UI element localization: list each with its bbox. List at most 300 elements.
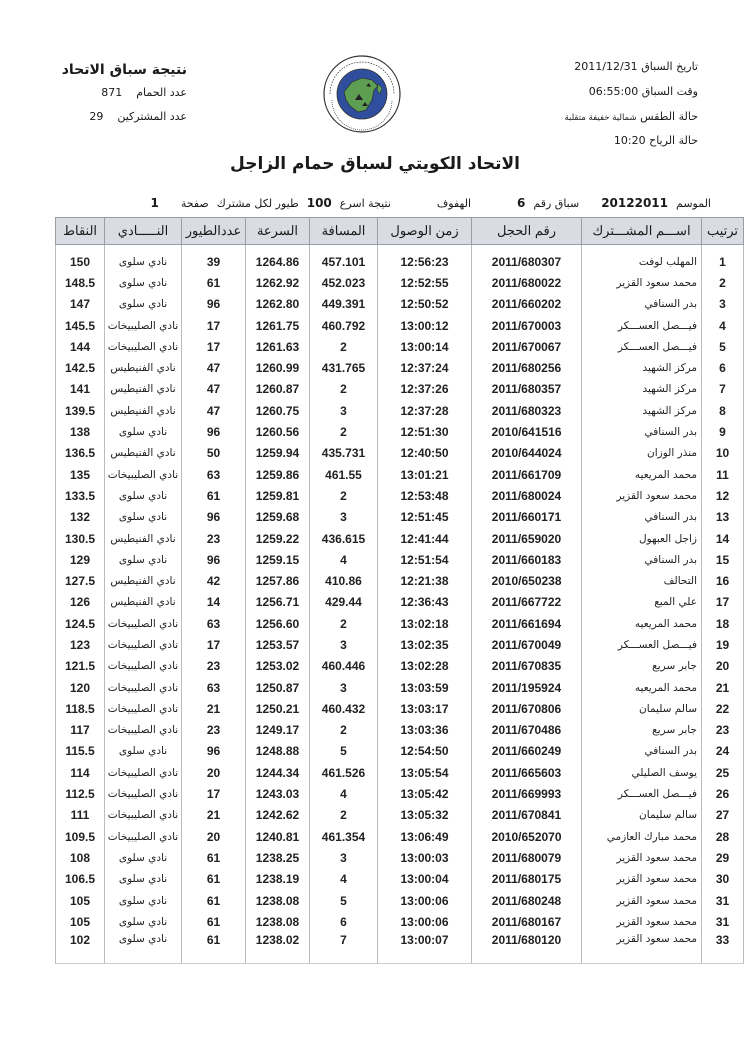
distance-cell: 436.615	[310, 528, 378, 549]
arrival-time-cell: 12:53:48	[378, 485, 472, 506]
rank-cell: 33	[702, 933, 744, 964]
speed-cell: 1250.87	[246, 677, 310, 698]
ring-number-cell: 2011/670003	[472, 315, 582, 336]
rank-cell: 28	[702, 826, 744, 847]
speed-cell: 1256.60	[246, 613, 310, 634]
speed-cell: 1259.81	[246, 485, 310, 506]
rank-cell: 13	[702, 507, 744, 528]
participant-cell: فيـــصل العســـكر	[582, 634, 702, 655]
weather-label: حالة الطقس	[640, 110, 698, 123]
rank-cell: 22	[702, 698, 744, 719]
arrival-time-cell: 12:51:45	[378, 507, 472, 528]
rank-cell: 20	[702, 656, 744, 677]
table-row	[56, 315, 744, 336]
rank-cell: 6	[702, 357, 744, 378]
arrival-time-cell: 13:03:36	[378, 720, 472, 741]
participant-cell: منذر الوزان	[582, 443, 702, 464]
birds-count-cell: 61	[182, 485, 246, 506]
participant-cell: بدر السنافي	[582, 507, 702, 528]
points-cell: 106.5	[56, 869, 105, 890]
distance-cell: 457.101	[310, 245, 378, 273]
birds-count-cell: 21	[182, 698, 246, 719]
distance-cell: 3	[310, 400, 378, 421]
speed-cell: 1261.63	[246, 336, 310, 357]
distance-cell: 460.432	[310, 698, 378, 719]
points-cell: 147	[56, 294, 105, 315]
ring-number-cell: 2011/670067	[472, 336, 582, 357]
distance-cell: 4	[310, 783, 378, 804]
arrival-time-cell: 13:05:32	[378, 805, 472, 826]
points-cell: 123	[56, 634, 105, 655]
birds-count-value: 871	[101, 86, 123, 99]
participant-cell: جابر سريع	[582, 656, 702, 677]
speed-cell: 1262.92	[246, 272, 310, 293]
race-time	[589, 85, 698, 98]
participant-cell: محمد المريعيه	[582, 464, 702, 485]
arrival-time-cell: 13:00:03	[378, 847, 472, 868]
participant-cell: محمد سعود القزير	[582, 847, 702, 868]
points-cell: 142.5	[56, 357, 105, 378]
ring-number-cell: 2011/661709	[472, 464, 582, 485]
club-cell: نادي الصليبيخات	[105, 656, 182, 677]
distance-cell: 452.023	[310, 272, 378, 293]
participant-cell: يوسف الصليلي	[582, 762, 702, 783]
birds-count-cell: 63	[182, 464, 246, 485]
col-header-participant: اســـم المشـــترك	[582, 218, 702, 245]
speed-cell: 1259.15	[246, 549, 310, 570]
participant-cell: بدر السنافي	[582, 741, 702, 762]
fastest-label: نتيجة اسرع	[339, 197, 391, 210]
participant-cell: بدر السنافي	[582, 421, 702, 442]
ring-number-cell: 2011/669993	[472, 783, 582, 804]
rank-cell: 5	[702, 336, 744, 357]
speed-cell: 1259.68	[246, 507, 310, 528]
arrival-time-cell: 13:02:35	[378, 634, 472, 655]
club-cell: نادي سلوى	[105, 911, 182, 932]
distance-cell: 461.526	[310, 762, 378, 783]
arrival-time-cell: 12:50:52	[378, 294, 472, 315]
arrival-time-cell: 13:03:59	[378, 677, 472, 698]
race-location: الهفوف	[436, 197, 472, 210]
weather-status	[565, 110, 699, 123]
participant-cell: محمد سعود القزير	[582, 933, 702, 964]
birds-count-cell: 17	[182, 315, 246, 336]
wind-value: 10:20	[613, 134, 646, 147]
points-cell: 139.5	[56, 400, 105, 421]
club-cell: نادي سلوى	[105, 890, 182, 911]
table-row	[56, 911, 744, 932]
rank-cell: 2	[702, 272, 744, 293]
points-cell: 109.5	[56, 826, 105, 847]
rank-cell: 18	[702, 613, 744, 634]
club-cell: نادي الصليبيخات	[105, 720, 182, 741]
participant-cell: التحالف	[582, 570, 702, 591]
distance-cell: 4	[310, 549, 378, 570]
club-cell: نادي الصليبيخات	[105, 762, 182, 783]
table-row	[56, 933, 744, 964]
points-cell: 118.5	[56, 698, 105, 719]
birds-count-cell: 21	[182, 805, 246, 826]
col-header-distance: المسافة	[310, 218, 378, 245]
rank-cell: 12	[702, 485, 744, 506]
wind-label: حالة الرياح	[649, 134, 698, 147]
distance-cell: 429.44	[310, 592, 378, 613]
rank-cell: 9	[702, 421, 744, 442]
speed-cell: 1260.99	[246, 357, 310, 378]
participant-cell: محمد المريعيه	[582, 613, 702, 634]
points-cell: 130.5	[56, 528, 105, 549]
speed-cell: 1253.57	[246, 634, 310, 655]
table-row	[56, 294, 744, 315]
table-row	[56, 570, 744, 591]
points-cell: 135	[56, 464, 105, 485]
table-row	[56, 400, 744, 421]
arrival-time-cell: 12:54:50	[378, 741, 472, 762]
points-cell: 115.5	[56, 741, 105, 762]
table-row	[56, 826, 744, 847]
ring-number-cell: 2011/661694	[472, 613, 582, 634]
race-number-value: 6	[517, 196, 526, 210]
distance-cell: 4	[310, 869, 378, 890]
club-cell: نادي سلوى	[105, 507, 182, 528]
points-cell: 108	[56, 847, 105, 868]
birds-count-cell: 96	[182, 421, 246, 442]
col-header-rank: ترتيب	[702, 218, 744, 245]
ring-number-cell: 2011/670841	[472, 805, 582, 826]
arrival-time-cell: 13:00:07	[378, 933, 472, 964]
table-row	[56, 592, 744, 613]
speed-cell: 1260.56	[246, 421, 310, 442]
col-header-speed: السرعة	[246, 218, 310, 245]
birds-count-cell: 61	[182, 911, 246, 932]
results-table	[55, 217, 744, 964]
col-header-birds: عددالطيور	[182, 218, 246, 245]
participant-cell: محمد سعود القزير	[582, 272, 702, 293]
rank-cell: 27	[702, 805, 744, 826]
birds-count-cell: 63	[182, 677, 246, 698]
ring-number-cell: 2011/680022	[472, 272, 582, 293]
arrival-time-cell: 12:51:30	[378, 421, 472, 442]
club-cell: نادي الفنيطيس	[105, 570, 182, 591]
rank-cell: 4	[702, 315, 744, 336]
distance-cell: 2	[310, 379, 378, 400]
table-row	[56, 677, 744, 698]
club-cell: نادي سلوى	[105, 741, 182, 762]
arrival-time-cell: 13:02:18	[378, 613, 472, 634]
distance-cell: 460.792	[310, 315, 378, 336]
points-cell: 111	[56, 805, 105, 826]
birds-count-cell: 17	[182, 336, 246, 357]
arrival-time-cell: 13:00:04	[378, 869, 472, 890]
table-row	[56, 357, 744, 378]
birds-count-cell: 23	[182, 656, 246, 677]
distance-cell: 2	[310, 613, 378, 634]
ring-number-cell: 2011/660249	[472, 741, 582, 762]
arrival-time-cell: 12:40:50	[378, 443, 472, 464]
speed-cell: 1243.03	[246, 783, 310, 804]
birds-count	[40, 86, 187, 99]
points-cell: 144	[56, 336, 105, 357]
speed-cell: 1264.86	[246, 245, 310, 273]
points-cell: 105	[56, 911, 105, 932]
club-cell: نادي سلوى	[105, 847, 182, 868]
distance-cell: 6	[310, 911, 378, 932]
speed-cell: 1260.87	[246, 379, 310, 400]
rank-cell: 23	[702, 720, 744, 741]
participant-cell: فيـــصل العســـكر	[582, 315, 702, 336]
speed-cell: 1261.75	[246, 315, 310, 336]
season-label: الموسم	[676, 197, 711, 210]
speed-cell: 1262.80	[246, 294, 310, 315]
ring-number-cell: 2010/641516	[472, 421, 582, 442]
speed-cell: 1253.02	[246, 656, 310, 677]
participant-cell: فيـــصل العســـكر	[582, 336, 702, 357]
season-value: 20122011	[601, 196, 668, 210]
club-cell: نادي سلوى	[105, 485, 182, 506]
club-cell: نادي سلوى	[105, 869, 182, 890]
table-row	[56, 421, 744, 442]
rank-cell: 30	[702, 869, 744, 890]
arrival-time-cell: 12:37:26	[378, 379, 472, 400]
arrival-time-cell: 12:21:38	[378, 570, 472, 591]
distance-cell: 449.391	[310, 294, 378, 315]
birds-count-cell: 17	[182, 783, 246, 804]
table-row	[56, 485, 744, 506]
ring-number-cell: 2011/665603	[472, 762, 582, 783]
birds-count-cell: 61	[182, 847, 246, 868]
participant-cell: محمد مبارك العازمي	[582, 826, 702, 847]
race-date-value: 2011/12/31	[574, 60, 638, 73]
speed-cell: 1240.81	[246, 826, 310, 847]
birds-count-cell: 96	[182, 741, 246, 762]
points-cell: 145.5	[56, 315, 105, 336]
participant-cell: مركز الشهيد	[582, 379, 702, 400]
page-label: صفحة	[180, 197, 209, 210]
birds-count-cell: 96	[182, 294, 246, 315]
arrival-time-cell: 13:00:14	[378, 336, 472, 357]
col-header-ring: رقم الحجل	[472, 218, 582, 245]
club-cell: نادي سلوى	[105, 933, 182, 964]
rank-cell: 15	[702, 549, 744, 570]
result-title: نتيجة سباق الاتحاد	[61, 62, 187, 78]
speed-cell: 1250.21	[246, 698, 310, 719]
distance-cell: 435.731	[310, 443, 378, 464]
rank-cell: 21	[702, 677, 744, 698]
ring-number-cell: 2010/652070	[472, 826, 582, 847]
table-row	[56, 379, 744, 400]
table-row	[56, 443, 744, 464]
club-cell: نادي الفنيطيس	[105, 592, 182, 613]
ring-number-cell: 2011/660171	[472, 507, 582, 528]
table-row	[56, 613, 744, 634]
club-cell: نادي سلوى	[105, 421, 182, 442]
col-header-club: النـــــادي	[105, 218, 182, 245]
wind-status	[614, 134, 698, 147]
club-cell: نادي سلوى	[105, 294, 182, 315]
table-row	[56, 698, 744, 719]
rank-cell: 31	[702, 911, 744, 932]
club-cell: نادي سلوى	[105, 245, 182, 273]
arrival-time-cell: 12:52:55	[378, 272, 472, 293]
birds-count-cell: 61	[182, 933, 246, 964]
ring-number-cell: 2011/680175	[472, 869, 582, 890]
birds-count-cell: 20	[182, 762, 246, 783]
distance-cell: 461.55	[310, 464, 378, 485]
col-header-points: النقاط	[56, 218, 105, 245]
ring-number-cell: 2010/650238	[472, 570, 582, 591]
organization-title: الاتحاد الكويتي لسباق حمام الزاجل	[230, 154, 520, 174]
table-row	[56, 762, 744, 783]
arrival-time-cell: 13:00:06	[378, 890, 472, 911]
birds-count-cell: 20	[182, 826, 246, 847]
birds-count-cell: 39	[182, 245, 246, 273]
birds-count-cell: 63	[182, 613, 246, 634]
participant-cell: زاجل العبهول	[582, 528, 702, 549]
club-cell: نادي سلوى	[105, 549, 182, 570]
speed-cell: 1244.34	[246, 762, 310, 783]
speed-cell: 1249.17	[246, 720, 310, 741]
points-cell: 141	[56, 379, 105, 400]
participant-cell: محمد سعود القزير	[582, 869, 702, 890]
arrival-time-cell: 13:05:42	[378, 783, 472, 804]
participant-cell: بدر السنافي	[582, 294, 702, 315]
arrival-time-cell: 13:05:54	[378, 762, 472, 783]
distance-cell: 3	[310, 677, 378, 698]
ring-number-cell: 2011/680079	[472, 847, 582, 868]
points-cell: 120	[56, 677, 105, 698]
distance-cell: 2	[310, 805, 378, 826]
arrival-time-cell: 12:56:23	[378, 245, 472, 273]
rank-cell: 29	[702, 847, 744, 868]
arrival-time-cell: 12:41:44	[378, 528, 472, 549]
participant-cell: سالم سليمان	[582, 805, 702, 826]
race-date-label: تاريخ السباق	[641, 60, 698, 73]
birds-count-cell: 61	[182, 272, 246, 293]
club-cell: نادي الفنيطيس	[105, 528, 182, 549]
points-cell: 148.5	[56, 272, 105, 293]
participant-cell: علي المبع	[582, 592, 702, 613]
club-cell: نادي الصليبيخات	[105, 826, 182, 847]
arrival-time-cell: 13:01:21	[378, 464, 472, 485]
ring-number-cell: 2011/680323	[472, 400, 582, 421]
points-cell: 136.5	[56, 443, 105, 464]
club-cell: نادي الصليبيخات	[105, 805, 182, 826]
participants-count-label: عدد المشتركين	[117, 110, 187, 123]
speed-cell: 1259.86	[246, 464, 310, 485]
ring-number-cell: 2011/680167	[472, 911, 582, 932]
speed-cell: 1238.19	[246, 869, 310, 890]
birds-count-cell: 23	[182, 720, 246, 741]
birds-count-cell: 23	[182, 528, 246, 549]
ring-number-cell: 2011/680256	[472, 357, 582, 378]
rank-cell: 17	[702, 592, 744, 613]
distance-cell: 3	[310, 507, 378, 528]
points-cell: 124.5	[56, 613, 105, 634]
rank-cell: 7	[702, 379, 744, 400]
ring-number-cell: 2011/680248	[472, 890, 582, 911]
table-row	[56, 783, 744, 804]
birds-count-cell: 47	[182, 357, 246, 378]
club-cell: نادي الفنيطيس	[105, 357, 182, 378]
points-cell: 150	[56, 245, 105, 273]
club-cell: نادي الصليبيخات	[105, 698, 182, 719]
page-value: 1	[150, 196, 159, 210]
birds-count-cell: 47	[182, 400, 246, 421]
participant-cell: محمد سعود القزير	[582, 485, 702, 506]
participant-cell: محمد سعود القزير	[582, 890, 702, 911]
ring-number-cell: 2011/195924	[472, 677, 582, 698]
rank-cell: 10	[702, 443, 744, 464]
points-cell: 127.5	[56, 570, 105, 591]
table-row	[56, 634, 744, 655]
ring-number-cell: 2011/670486	[472, 720, 582, 741]
rank-cell: 1	[702, 245, 744, 273]
arrival-time-cell: 13:03:17	[378, 698, 472, 719]
rank-cell: 19	[702, 634, 744, 655]
club-cell: نادي الصليبيخات	[105, 336, 182, 357]
participant-cell: جابر سريع	[582, 720, 702, 741]
table-row	[56, 464, 744, 485]
participant-cell: سالم سليمان	[582, 698, 702, 719]
race-time-label: وقت السباق	[641, 85, 698, 98]
club-cell: نادي الفنيطيس	[105, 400, 182, 421]
points-cell: 132	[56, 507, 105, 528]
arrival-time-cell: 13:06:49	[378, 826, 472, 847]
arrival-time-cell: 13:02:28	[378, 656, 472, 677]
distance-cell: 2	[310, 421, 378, 442]
ring-number-cell: 2011/670835	[472, 656, 582, 677]
club-cell: نادي الصليبيخات	[105, 464, 182, 485]
points-cell: 105	[56, 890, 105, 911]
distance-cell: 5	[310, 741, 378, 762]
ring-number-cell: 2011/680024	[472, 485, 582, 506]
table-row	[56, 869, 744, 890]
rank-cell: 3	[702, 294, 744, 315]
rank-cell: 14	[702, 528, 744, 549]
participant-cell: محمد سعود القزير	[582, 911, 702, 932]
rank-cell: 25	[702, 762, 744, 783]
distance-cell: 460.446	[310, 656, 378, 677]
rank-cell: 16	[702, 570, 744, 591]
ring-number-cell: 2011/660183	[472, 549, 582, 570]
arrival-time-cell: 12:37:24	[378, 357, 472, 378]
ring-number-cell: 2011/680357	[472, 379, 582, 400]
ring-number-cell: 2011/680307	[472, 245, 582, 273]
fastest-value: 100	[306, 196, 332, 210]
rank-cell: 26	[702, 783, 744, 804]
arrival-time-cell: 13:00:06	[378, 911, 472, 932]
distance-cell: 410.86	[310, 570, 378, 591]
birds-count-cell: 47	[182, 379, 246, 400]
rank-cell: 31	[702, 890, 744, 911]
col-header-arrival: زمن الوصول	[378, 218, 472, 245]
participant-cell: محمد المريعيه	[582, 677, 702, 698]
distance-cell: 3	[310, 847, 378, 868]
table-row	[56, 847, 744, 868]
table-row	[56, 805, 744, 826]
participant-cell: فيـــصل العســـكر	[582, 783, 702, 804]
arrival-time-cell: 12:51:54	[378, 549, 472, 570]
distance-cell: 5	[310, 890, 378, 911]
participant-cell: مركز الشهيد	[582, 357, 702, 378]
participant-cell: بدر السنافي	[582, 549, 702, 570]
race-time-value: 06:55:00	[588, 85, 639, 98]
birds-count-label: عدد الحمام	[136, 86, 187, 99]
distance-cell: 461.354	[310, 826, 378, 847]
birds-count-cell: 61	[182, 890, 246, 911]
club-cell: نادي الفنيطيس	[105, 379, 182, 400]
rank-cell: 8	[702, 400, 744, 421]
